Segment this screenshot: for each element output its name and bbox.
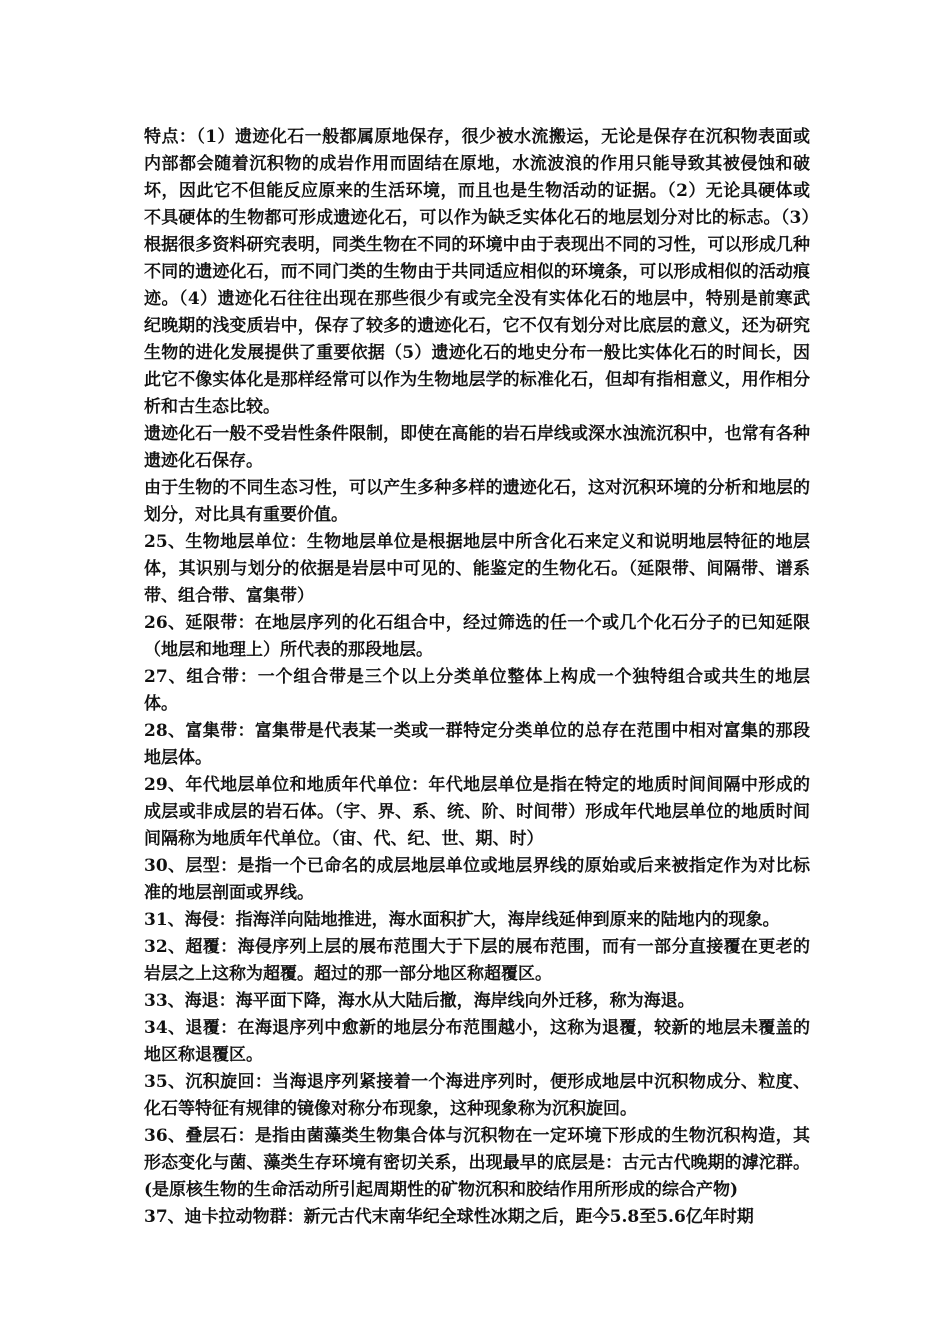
paragraph-35-sedimentary-cycle: 35、沉积旋回：当海退序列紧接着一个海进序列时，便形成地层中沉积物成分、粒度、化石等特征有规律的镜像对称分布现象，这种现象称为沉积旋回。 bbox=[144, 1072, 810, 1119]
paragraph-33-regression: 33、海退：海平面下降，海水从大陆后撤，海岸线向外迁移，称为海退。 bbox=[144, 991, 695, 1011]
paragraph-36-stromatolite: 36、叠层石：是指由菌藻类生物集合体与沉积物在一定环境下形成的生物沉积构造，其形态变化与菌、藻类生存环境有密切关系，出现最早的底层是：古元古代晚期的滹沱群。(是原核生物的生命活动所引起周期性的矿物沉积和胶结作用所形成的综合产物) bbox=[144, 1126, 810, 1200]
paragraph-31-transgression: 31、海侵：指海洋向陆地推进，海水面积扩大，海岸线延伸到原来的陆地内的现象。 bbox=[144, 910, 780, 930]
paragraph-trace-fossil-lithology: 遗迹化石一般不受岩性条件限制，即使在高能的岩石岸线或深水浊流沉积中，也常有各种遗迹化石保存。 bbox=[144, 424, 810, 471]
paragraph-29-chronostratigraphic-unit: 29、年代地层单位和地质年代单位：年代地层单位是指在特定的地质时间间隔中形成的成层或非成层的岩石体。（宇、界、系、统、阶、时间带）形成年代地层单位的地质时间间隔称为地质年代单位。（宙、代、纪、世、期、时） bbox=[144, 775, 810, 849]
paragraph-trace-fossil-ecology: 由于生物的不同生态习性，可以产生多种多样的遗迹化石，这对沉积环境的分析和地层的划分，对比具有重要价值。 bbox=[144, 478, 810, 525]
paragraph-trace-fossil-features: 特点：（1）遗迹化石一般都属原地保存，很少被水流搬运，无论是保存在沉积物表面或内部都会随着沉积物的成岩作用而固结在原地，水流波浪的作用只能导致其被侵蚀和破坏，因此它不但能反应原来的生活环境，而且也是生物活动的证据。（2）无论具硬体或不具硬体的生物都可形成遗迹化石，可以作为缺乏实体化石的地层划分对比的标志。（3）根据很多资料研究表明，同类生物在不同的环境中由于表现出不同的习性，可以形成几种不同的遗迹化石，而不同门类的生物由于共同适应相似的环境条，可以形成相似的活动痕迹。（4）遗迹化石往往出现在那些很少有或完全没有实体化石的地层中，特别是前寒武纪晚期的浅变质岩中，保存了较多的遗迹化石，它不仅有划分对比底层的意义，还为研究生物的进化发展提供了重要依据（5）遗迹化石的地史分布一般比实体化石的时间长，因此它不像实体化是那样经常可以作为生物地层学的标准化石，但却有指相意义，用作相分析和古生态比较。 bbox=[144, 127, 810, 417]
document-body bbox=[144, 124, 810, 1231]
paragraph-28-abundance-zone: 28、富集带：富集带是代表某一类或一群特定分类单位的总存在范围中相对富集的那段地层体。 bbox=[144, 721, 810, 768]
paragraph-27-assemblage-zone: 27、组合带：一个组合带是三个以上分类单位整体上构成一个独特组合或共生的地层体。 bbox=[144, 667, 810, 714]
paragraph-25-biostratigraphic-unit: 25、生物地层单位：生物地层单位是根据地层中所含化石来定义和说明地层特征的地层体，其识别与划分的依据是岩层中可见的、能鉴定的生物化石。（延限带、间隔带、谱系带、组合带、富集带） bbox=[144, 532, 810, 606]
paragraph-30-stratotype: 30、层型：是指一个已命名的成层地层单位或地层界线的原始或后来被指定作为对比标准的地层剖面或界线。 bbox=[144, 856, 810, 903]
paragraph-26-range-zone: 26、延限带：在地层序列的化石组合中，经过筛选的任一个或几个化石分子的已知延限（地层和地理上）所代表的那段地层。 bbox=[144, 613, 810, 660]
paragraph-32-onlap: 32、超覆：海侵序列上层的展布范围大于下层的展布范围，而有一部分直接覆在更老的岩层之上这称为超覆。超过的那一部分地区称超覆区。 bbox=[144, 937, 810, 984]
paragraph-34-offlap: 34、退覆：在海退序列中愈新的地层分布范围越小，这称为退覆，较新的地层未覆盖的地区称退覆区。 bbox=[144, 1018, 810, 1065]
paragraph-37-ediacaran-fauna: 37、迪卡拉动物群：新元古代末南华纪全球性冰期之后，距今5.8至5.6亿年时期 bbox=[144, 1207, 754, 1227]
